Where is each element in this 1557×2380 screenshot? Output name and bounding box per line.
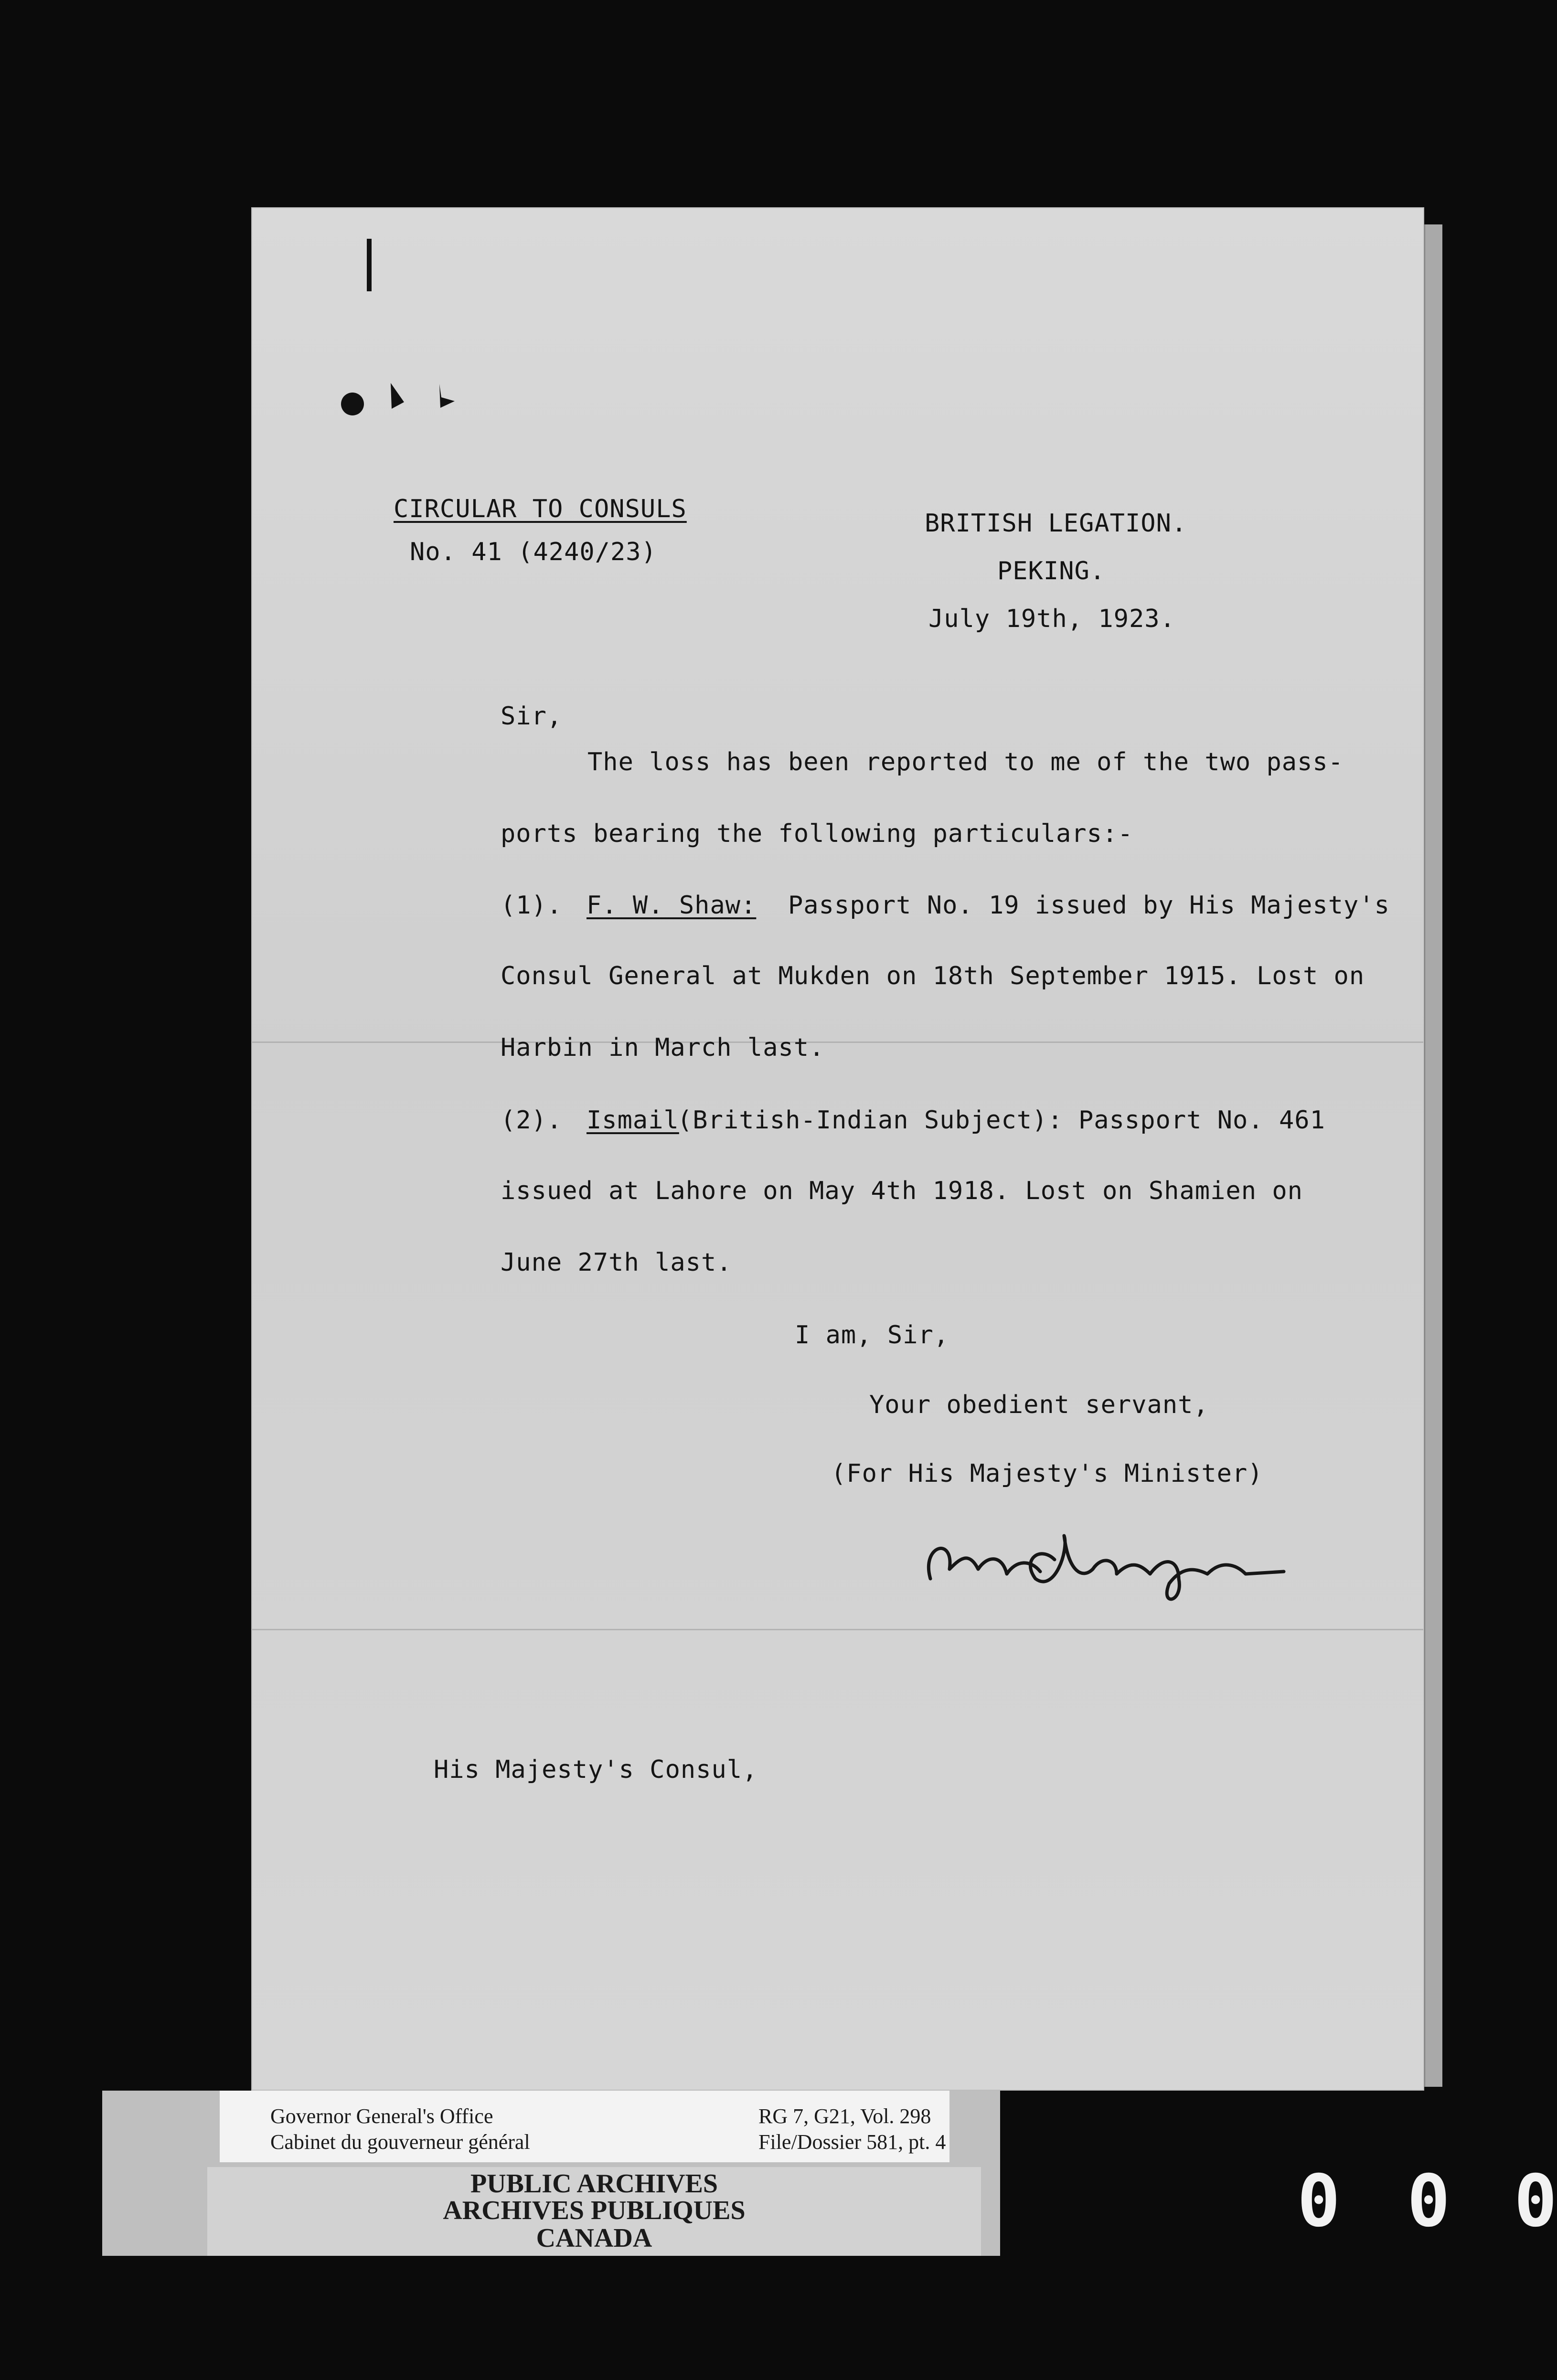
item1-number: (1). [501, 891, 563, 920]
item2-line-1: (British-Indian Subject): Passport No. 461 [677, 1106, 1325, 1135]
body-line-2: ports bearing the following particulars:- [501, 819, 1133, 848]
frame-counter-digit: 0 [1407, 2160, 1450, 2243]
circular-number: No. 41 (4240/23) [410, 538, 657, 566]
office-english: Governor General's Office [270, 2104, 493, 2128]
pin-mark [367, 239, 372, 291]
item1-name: F. W. Shaw: [587, 891, 757, 920]
closing-line-1: I am, Sir, [795, 1321, 949, 1349]
closing-line-3: (For His Majesty's Minister) [831, 1459, 1263, 1488]
punch-mark [341, 393, 364, 415]
fold-line [252, 1041, 1423, 1043]
letter-page [252, 208, 1423, 2090]
fold-line [252, 1629, 1423, 1630]
item2-line-3: June 27th last. [501, 1248, 732, 1277]
sender-line-1: BRITISH LEGATION. [925, 509, 1187, 538]
archive-label [102, 2091, 1000, 2256]
item1-line-1: Passport No. 19 issued by His Majesty's [788, 891, 1390, 920]
stamp-line-2: ARCHIVES PUBLIQUES [443, 2196, 746, 2225]
closing-line-2: Your obedient servant, [869, 1391, 1209, 1419]
addressee: His Majesty's Consul, [434, 1755, 758, 1784]
signature [911, 1517, 1303, 1612]
sender-line-2: PEKING. [997, 557, 1106, 585]
stamp-mark [391, 383, 404, 409]
office-french: Cabinet du gouverneur général [270, 2130, 530, 2154]
underlying-sheet-edge [1423, 224, 1442, 2087]
stamp-mark [439, 384, 455, 408]
item2-name: Ismail [587, 1106, 679, 1135]
salutation: Sir, [501, 702, 563, 731]
reference-line-2: File/Dossier 581, pt. 4 [758, 2130, 946, 2154]
item2-number: (2). [501, 1106, 563, 1135]
archive-stamp [207, 2167, 981, 2256]
reference-line-1: RG 7, G21, Vol. 298 [758, 2104, 931, 2128]
frame-counter-digit: 0 [1297, 2160, 1341, 2243]
stamp-line-1: PUBLIC ARCHIVES [470, 2169, 718, 2199]
item1-line-3: Harbin in March last. [501, 1033, 825, 1062]
item1-line-2: Consul General at Mukden on 18th September 1915. Lost on [501, 962, 1365, 990]
circular-title: CIRCULAR TO CONSULS [394, 495, 687, 523]
stamp-line-3: CANADA [536, 2223, 652, 2253]
corner-marks [252, 208, 443, 428]
frame-counter-digit: 0 [1514, 2160, 1557, 2243]
body-line-1: The loss has been reported to me of the two pass- [587, 748, 1344, 776]
item2-line-2: issued at Lahore on May 4th 1918. Lost on Shamien on [501, 1177, 1303, 1205]
letter-date: July 19th, 1923. [928, 605, 1175, 633]
archive-reference-card [220, 2091, 949, 2162]
